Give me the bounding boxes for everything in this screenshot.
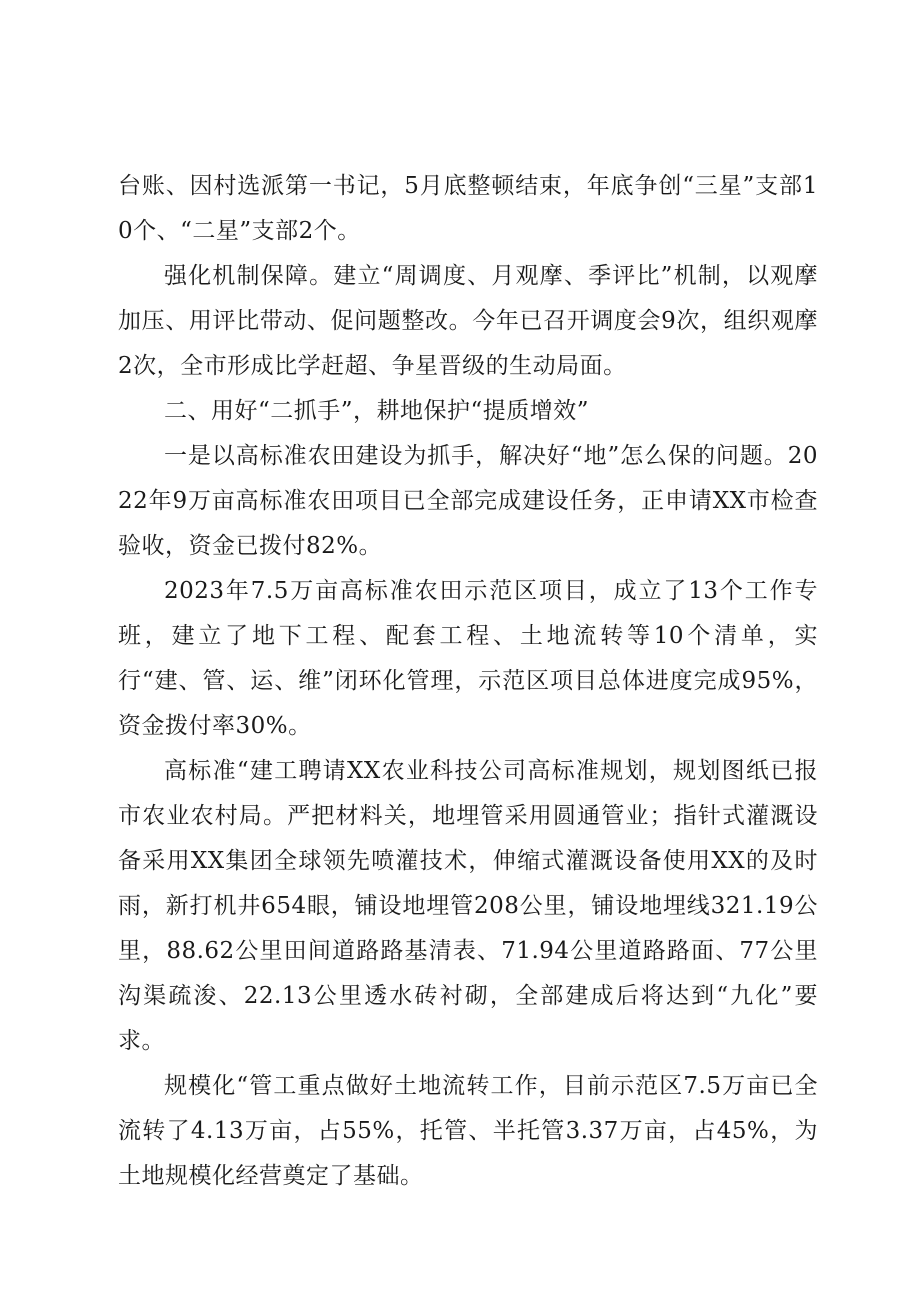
paragraph-farmland-2022: 一是以高标准农田建设为抓手，解决好“地”怎么保的问题。2022年9万亩高标准农田项目已全部完成建设任务，正申请XX市检查验收，资金已拨付82%。 [118,443,818,559]
section-heading-two: 二、用好“二抓手”，耕地保护“提质增效” [164,398,590,424]
document-body [118,164,818,1199]
paragraph-high-standard: 高标准“建工聘请XX农业科技公司高标准规划，规划图纸已报市农业农村局。严把材料关，地埋管采用圆通管业；指针式灌溉设备采用XX集团全球领先喷灌技术，伸缩式灌溉设备使用XX的及时雨，新打机井654眼，铺设地埋管208公里，铺设地埋线321.19公里，88.62公里田间道路路基清表、71.94公里道路路面、77公里沟渠疏浚、22.13公里透水砖衬砌，全部建成后将达到“九化”要求。 [118,758,818,1054]
paragraph-mechanism-guarantee: 强化机制保障。建立“周调度、月观摩、季评比”机制，以观摩加压、用评比带动、促问题整改。今年已召开调度会9次，组织观摩2次，全市形成比学赶超、争星晋级的生动局面。 [118,263,818,379]
paragraph-farmland-2023: 2023年7.5万亩高标准农田示范区项目，成立了13个工作专班，建立了地下工程、配套工程、土地流转等10个清单，实行“建、管、运、维”闭环化管理，示范区项目总体进度完成95%，资金拨付率30%。 [118,578,818,739]
paragraph-scale: 规模化“管工重点做好土地流转工作，目前示范区7.5万亩已全流转了4.13万亩，占55%，托管、半托管3.37万亩，占45%，为土地规模化经营奠定了基础。 [118,1073,818,1189]
paragraph-continuation: 台账、因村选派第一书记，5月底整顿结束，年底争创“三星”支部10个、“二星”支部2个。 [118,173,818,244]
